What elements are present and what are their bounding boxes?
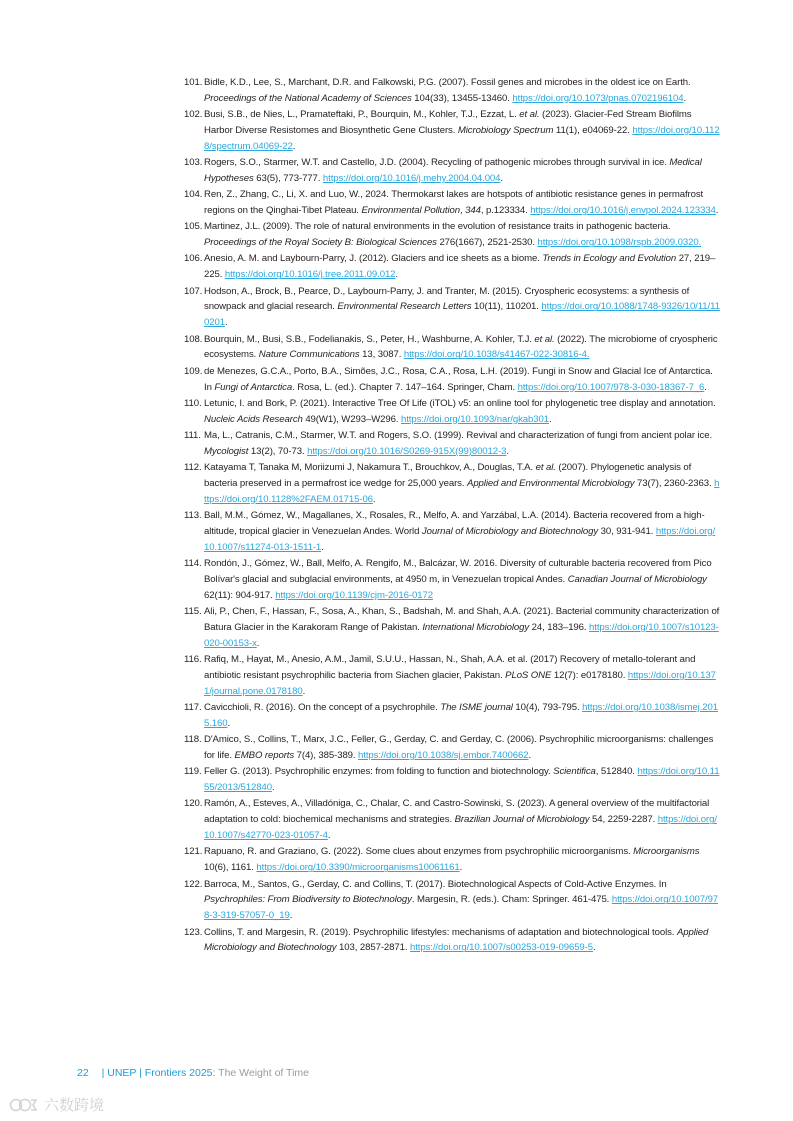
reference-journal: Environmental Pollution [361, 205, 460, 217]
reference-journal: et al. [534, 333, 555, 345]
doi-link[interactable]: https://doi.org/10.1016/j.mehy.2004.04.004 [322, 173, 501, 185]
reference-text: Rapuano, R. and Graziano, G. (2022). Some clues about enzymes from psychrophilic microorganisms. [204, 846, 634, 858]
reference-journal: et al. [535, 462, 556, 474]
reference-journal: Psychrophiles: From Biodiversity to Biotechnology [204, 894, 412, 906]
watermark-logo-icon [8, 1096, 38, 1114]
reference-journal: The ISME journal [440, 702, 513, 714]
reference-item [185, 332, 720, 364]
doi-link[interactable]: https://doi.org/10.1016/j.envpol.2024.123334 [530, 205, 716, 217]
reference-item [185, 75, 720, 107]
reference-text: , 512840. [595, 766, 638, 778]
reference-number: 105. [184, 221, 203, 233]
reference-number: 101. [184, 77, 203, 88]
reference-number: 123. [184, 926, 203, 938]
reference-text: . [292, 140, 296, 152]
doi-link[interactable]: https://doi.org/10.1007/978-3-030-18367-7_6 [517, 381, 705, 393]
reference-item [185, 764, 720, 796]
reference-number: 110. [184, 397, 202, 409]
reference-journal: Proceedings of the National Academy of Sciences [204, 92, 412, 104]
reference-text: 7(4), 385-389. [294, 750, 359, 762]
reference-text: . [500, 173, 503, 185]
reference-journal: Applied Microbiology and Biotechnology [204, 926, 709, 954]
doi-link[interactable]: https://doi.org/10.1093/nar/gkab301 [401, 413, 549, 425]
reference-text: 30, 931-941. [598, 525, 656, 537]
reference-number: 114. [184, 558, 202, 570]
reference-item [185, 396, 720, 428]
reference-text: . [395, 269, 398, 281]
reference-item [185, 219, 720, 251]
reference-text: . [372, 493, 376, 505]
reference-text: 11(1), e04069-22. [553, 125, 633, 137]
reference-number: 107. [184, 285, 203, 297]
reference-number: 102. [184, 109, 203, 121]
reference-text: Letunic, I. and Bork, P. (2021). Interactive Tree Of Life (iTOL) v5: an online tool for phylogenetic tree display and annotation. [204, 397, 716, 409]
reference-text: , p.123334. [480, 205, 531, 217]
reference-text: , [459, 205, 466, 217]
reference-journal: Journal of Microbiology and Biotechnology [421, 525, 599, 537]
reference-text: Bidle, K.D., Lee, S., Marchant, D.R. and Falkowski, P.G. (2007). Fossil genes and microbes in the oldest ice on Earth. [204, 77, 691, 88]
reference-item [185, 604, 720, 652]
reference-text: . [528, 750, 532, 762]
reference-item [185, 556, 720, 604]
reference-journal: et al. [519, 109, 540, 121]
reference-text: . [224, 317, 228, 329]
reference-item [185, 732, 720, 764]
doi-link[interactable]: https://doi.org/10.1007/s42770-023-01057-4 [204, 814, 717, 842]
doi-link[interactable]: https://doi.org/10.1007/s11274-013-1511-1 [204, 525, 716, 553]
doi-link[interactable]: https://doi.org/10.1038/sj.embor.7400662 [358, 750, 529, 762]
reference-text: Martinez, J.L. (2009). The role of natural environments in the evolution of resistance traits in pathogenic bacteria. [204, 221, 671, 233]
reference-journal: EMBO reports [234, 750, 295, 762]
reference-text: . [327, 830, 331, 842]
reference-journal: Microorganisms [633, 846, 700, 858]
reference-text: 276(1667), 2521-2530. [436, 237, 538, 249]
reference-text: D'Amico, S., Collins, T., Marx, J.C., Feller, G., Gerday, C. and Gerday, C. (2006). Psychrophilic microorganisms: challenges for life. [204, 734, 714, 762]
reference-journal: Fungi of Antarctica [214, 381, 293, 393]
reference-item [185, 844, 720, 876]
reference-item [185, 700, 720, 732]
reference-text: . [227, 718, 231, 729]
reference-text: (2022). The microbiome of cryospheric ecosystems. [204, 333, 718, 361]
reference-number: 121. [184, 846, 203, 858]
doi-link[interactable]: https://doi.org/10.1155/2013/512840 [204, 766, 720, 794]
reference-journal: International Microbiology [422, 621, 530, 633]
reference-number: 113. [184, 510, 202, 522]
reference-text: 54, 2259-2287. [589, 814, 658, 826]
reference-journal: 344 [465, 205, 481, 217]
watermark [8, 1094, 104, 1115]
reference-text: 13(2), 70-73. [248, 445, 308, 457]
reference-text: Barroca, M., Santos, G., Gerday, C. and Collins, T. (2017). Biotechnological Aspects of Cold-Active Enzymes. In [204, 878, 667, 890]
reference-item [185, 284, 720, 332]
reference-text: 104(33), 13455-13460. [411, 92, 513, 104]
reference-number: 117. [184, 702, 202, 714]
reference-text: 27, 219–225. [204, 253, 716, 281]
reference-item [185, 428, 720, 460]
reference-number: 116. [184, 654, 202, 666]
reference-item [185, 251, 720, 283]
reference-text: (2007). Phylogenetic analysis of bacteria preserved in a permafrost ice wedge for 25,000 years. [204, 462, 692, 489]
reference-text: 12(7): e0178180. [551, 669, 628, 681]
reference-text: . Margesin, R. (eds.). Cham: Springer. 461-475. [411, 894, 612, 906]
doi-link[interactable]: https://doi.org/10.3390/microorganisms10061161 [256, 862, 460, 874]
reference-journal: Brazilian Journal of Microbiology [454, 814, 590, 826]
reference-text: Ramón, A., Esteves, A., Villadóniga, C., Chalar, C. and Castro-Sowinski, S. (2023). A general overview of the multifactorial adaptation to cold: biochemical mechanisms and strategies. [204, 798, 710, 826]
doi-link[interactable]: https://doi.org/10.1016/S0269-915X(99)80012-3 [307, 445, 507, 457]
reference-number: 118. [184, 734, 202, 746]
reference-number: 120. [184, 798, 203, 810]
reference-journal: Nucleic Acids Research [204, 413, 303, 425]
page-footer [77, 1067, 309, 1079]
doi-link[interactable]: https://doi.org/10.1007/978-3-319-57057-0_19 [204, 894, 719, 922]
reference-text: 10(11), 110201. [471, 301, 542, 313]
doi-link[interactable]: https://doi.org/10.1038/ismej.2015.160 [204, 702, 718, 729]
reference-text: Ali, P., Chen, F., Hassan, F., Sosa, A., Khan, S., Badshah, M. and Shah, A.A. (2021). Bacterial community characterization of Batura Glacier in the Karakoram Range of Pakistan. [204, 606, 720, 633]
reference-journal: Microbiology Spectrum [457, 125, 554, 137]
reference-text: . [302, 685, 306, 697]
doi-link[interactable]: https://doi.org/10.1038/s41467-022-30816-4. [403, 349, 590, 361]
reference-number: 109. [184, 365, 203, 377]
reference-text: Rafiq, M., Hayat, M., Anesio, A.M., Jamil, S.U.U., Hassan, N., Shah, A.A. et al. (2017) Recovery of metallo-tolerant and antibiotic resistant psychrophilic bacteria from Siachen glacier, Pakistan. [204, 654, 696, 681]
reference-text: Feller G. (2013). Psychrophilic enzymes: from folding to function and biotechnology. [204, 766, 554, 778]
reference-text: . [459, 862, 463, 874]
reference-text: . [593, 942, 596, 954]
reference-text: 73(7), 2360-2363. [634, 477, 715, 489]
reference-number: 119. [184, 766, 202, 778]
reference-list [185, 75, 720, 957]
reference-text: 10(6), 1161. [204, 862, 257, 874]
doi-link[interactable]: https://doi.org/10.1016/j.tree.2011.09.012 [224, 269, 396, 281]
reference-journal: Canadian Journal of Microbiology [567, 573, 707, 585]
reference-item [185, 877, 720, 925]
reference-text: Collins, T. and Margesin, R. (2019). Psychrophilic lifestyles: mechanisms of adaptation and biotechnological tools. [204, 926, 677, 938]
reference-journal: Mycologist [204, 445, 249, 457]
doi-link[interactable]: https://doi.org/10.1139/cjm-2016-0172 [275, 589, 433, 601]
reference-text: Busi, S.B., de Nies, L., Pramateftaki, P., Bourquin, M., Kohler, T.J., Ezzat, L. [204, 109, 520, 121]
reference-journal: Medical Hypotheses [204, 157, 702, 185]
reference-item [185, 925, 720, 957]
reference-text: . [715, 205, 719, 217]
reference-text: . Rosa, L. (ed.). Chapter 7. 147–164. Springer, Cham. [292, 381, 518, 393]
doi-link[interactable]: https://doi.org/10.1007/s00253-019-09659-5 [409, 942, 594, 954]
reference-text: Ball, M.M., Gómez, W., Magallanes, X., Rosales, R., Melfo, A. and Yarzábal, L.A. (2014). Bacteria recovered from a high-altitude, tropical glacier in Venezuelan Andes. World [204, 510, 705, 537]
doi-link[interactable]: https://doi.org/10.1098/rspb.2009.0320. [537, 237, 702, 249]
reference-journal: Trends in Ecology and Evolution [542, 253, 677, 265]
reference-journal: Environmental Research Letters [337, 301, 472, 313]
publication-subtitle: The Weight of Time [218, 1067, 310, 1079]
reference-text: . [271, 782, 275, 794]
reference-number: 106. [184, 253, 203, 265]
reference-text: Rondón, J., Gómez, W., Ball, Melfo, A. Rengifo, M., Balcázar, W. 2016. Diversity of culturable bacteria recovered from Pico Bolívar's glacial and subglacial environments, at 4950 m, in Venezuelan tropical Andes. [204, 558, 712, 585]
reference-number: 122. [184, 878, 203, 890]
reference-text: . [321, 541, 324, 553]
reference-number: 111. [184, 429, 201, 441]
reference-text: Cavicchioli, R. (2016). On the concept of a psychrophile. [204, 702, 441, 714]
reference-text: Hodson, A., Brock, B., Pearce, D., Laybourn-Parry, J. and Tranter, M. (2015). Cryospheric ecosystems: a synthesis of snowpack and glacial research. [204, 285, 690, 313]
reference-text: Bourquin, M., Busi, S.B., Fodelianakis, S., Peter, H., Washburne, A. Kohler, T.J. [204, 333, 535, 345]
doi-link[interactable]: https://doi.org/10.1007/s10123-020-00153-x [204, 621, 719, 649]
reference-number: 103. [184, 157, 203, 169]
reference-journal: Proceedings of the Royal Society B: Biological Sciences [204, 237, 437, 249]
reference-item [185, 460, 720, 508]
reference-text: 62(11): 904-917. [204, 589, 276, 601]
reference-item [185, 107, 720, 155]
reference-text: 10(4), 793-795. [512, 702, 583, 714]
reference-journal: PLoS ONE [505, 669, 552, 681]
doi-link[interactable]: https://doi.org/10.1128/spectrum.04069-22 [204, 125, 720, 152]
reference-journal: Applied and Environmental Microbiology [467, 477, 635, 489]
reference-text: . [683, 92, 687, 104]
reference-text: Katayama T, Tanaka M, Moriizumi J, Nakamura T., Brouchkov, A., Douglas, T.A. [204, 462, 536, 474]
reference-number: 104. [184, 189, 203, 201]
reference-item [185, 796, 720, 844]
reference-text: 103, 2857-2871. [336, 942, 410, 954]
reference-text: 63(5), 773-777. [253, 173, 323, 185]
reference-text: . [289, 910, 293, 922]
reference-item [185, 652, 720, 700]
doi-link[interactable]: https://doi.org/10.1088/1748-9326/10/11/110201 [204, 301, 720, 329]
reference-text: . [704, 381, 707, 393]
doi-link[interactable]: https://doi.org/10.1371/journal.pone.0178180 [204, 669, 716, 697]
doi-link[interactable]: https://doi.org/10.1073/pnas.0702196104 [512, 92, 684, 104]
reference-text: Ma, L., Catranis, C.M., Starmer, W.T. and Rogers, S.O. (1999). Revival and characterization of fungi from ancient polar ice. [204, 429, 713, 441]
reference-text: . [506, 445, 509, 457]
reference-text: Rogers, S.O., Starmer, W.T. and Castello, J.D. (2004). Recycling of pathogenic microbes through survival in ice. [204, 157, 670, 169]
reference-text: 24, 183–196. [529, 621, 590, 633]
reference-item [185, 187, 720, 219]
reference-item [185, 155, 720, 187]
reference-text: de Menezes, G.C.A., Porto, B.A., Simões, J.C., Rosa, C.A., Rosa, L.H. (2019). Fungi in Snow and Glacial Ice of Antarctica. In [204, 365, 713, 393]
doi-link[interactable]: https://doi.org/10.1128%2FAEM.01715-06 [204, 477, 720, 505]
reference-number: 108. [184, 333, 203, 345]
publication-title: | UNEP | Frontiers 2025: [101, 1067, 216, 1079]
reference-number: 112. [184, 462, 202, 474]
reference-text: Ren, Z., Zhang, C., Li, X. and Luo, W., 2024. Thermokarst lakes are hotspots of antibiotic resistance genes in permafrost regions on the Qinghai-Tibet Plateau. [204, 189, 704, 217]
reference-item [185, 364, 720, 396]
reference-number: 115. [184, 606, 202, 618]
reference-journal: Scientifica [553, 766, 596, 778]
page-number: 22 [77, 1067, 89, 1079]
reference-text: 49(W1), W293–W296. [302, 413, 401, 425]
reference-text: (2023). Glacier-Fed Stream Biofilms Harbor Diverse Resistomes and Biosynthetic Gene Clusters. [204, 109, 692, 137]
reference-journal: Nature Communications [258, 349, 360, 361]
watermark-text: 六数跨境 [44, 1097, 105, 1114]
reference-text: . [256, 637, 260, 649]
reference-text: . [548, 413, 552, 425]
reference-item [185, 508, 720, 556]
reference-text: Anesio, A. M. and Laybourn-Parry, J. (2012). Glaciers and ice sheets as a biome. [204, 253, 543, 265]
reference-text: 13, 3087. [359, 349, 404, 361]
